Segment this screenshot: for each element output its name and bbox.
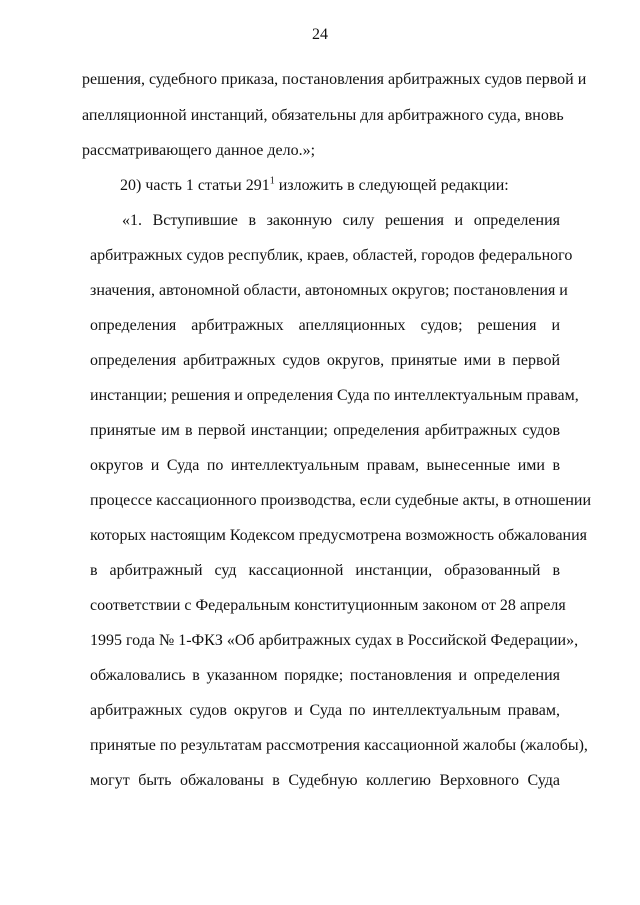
paragraph-item-20 xyxy=(120,176,560,196)
text-line: решения, судебного приказа, постановления арбитражных судов первой и xyxy=(82,71,587,88)
text-line: арбитражных судов республик, краев, областей, городов федерального xyxy=(90,247,573,264)
text-line: инстанции; решения и определения Суда по интеллектуальным правам, xyxy=(90,387,579,404)
text-line: в арбитражный суд кассационной инстанции, образованный в xyxy=(90,562,560,579)
text-segment: изложить в следующей редакции: xyxy=(274,177,509,194)
text-line: которых настоящим Кодексом предусмотрена возможность обжалования xyxy=(90,527,588,544)
superscript: 1 xyxy=(269,175,275,187)
text-line: принятые по результатам рассмотрения кассационной жалобы (жалобы), xyxy=(90,737,588,754)
text-line: определения арбитражных апелляционных судов; решения и xyxy=(90,317,560,334)
text-line: принятые им в первой инстанции; определения арбитражных судов xyxy=(90,422,560,439)
text-segment: 20) часть 1 статьи 291 xyxy=(120,177,270,194)
text-line: процессе кассационного производства, если судебные акты, в отношении xyxy=(90,492,592,509)
text-line: могут быть обжалованы в Судебную коллегию Верховного Суда xyxy=(90,772,560,789)
text-line: арбитражных судов округов и Суда по интеллектуальным правам, xyxy=(90,702,560,719)
text-line: округов и Суда по интеллектуальным правам, вынесенные ими в xyxy=(90,457,560,474)
page-number: 24 xyxy=(312,26,328,43)
text-line: 1995 года № 1-ФКЗ «Об арбитражных судах в Российской Федерации», xyxy=(90,632,579,649)
text-line: «1. Вступившие в законную силу решения и определения xyxy=(122,212,560,229)
text-line: соответствии с Федеральным конституционным законом от 28 апреля xyxy=(90,597,566,614)
text-line: рассматривающего данное дело.»; xyxy=(82,142,316,159)
text-line: значения, автономной области, автономных округов; постановления и xyxy=(90,282,568,299)
text-line: апелляционной инстанций, обязательны для арбитражного суда, вновь xyxy=(82,107,564,124)
text-line: обжаловались в указанном порядке; постановления и определения xyxy=(90,667,560,684)
text-line: определения арбитражных судов округов, принятые ими в первой xyxy=(90,352,560,369)
